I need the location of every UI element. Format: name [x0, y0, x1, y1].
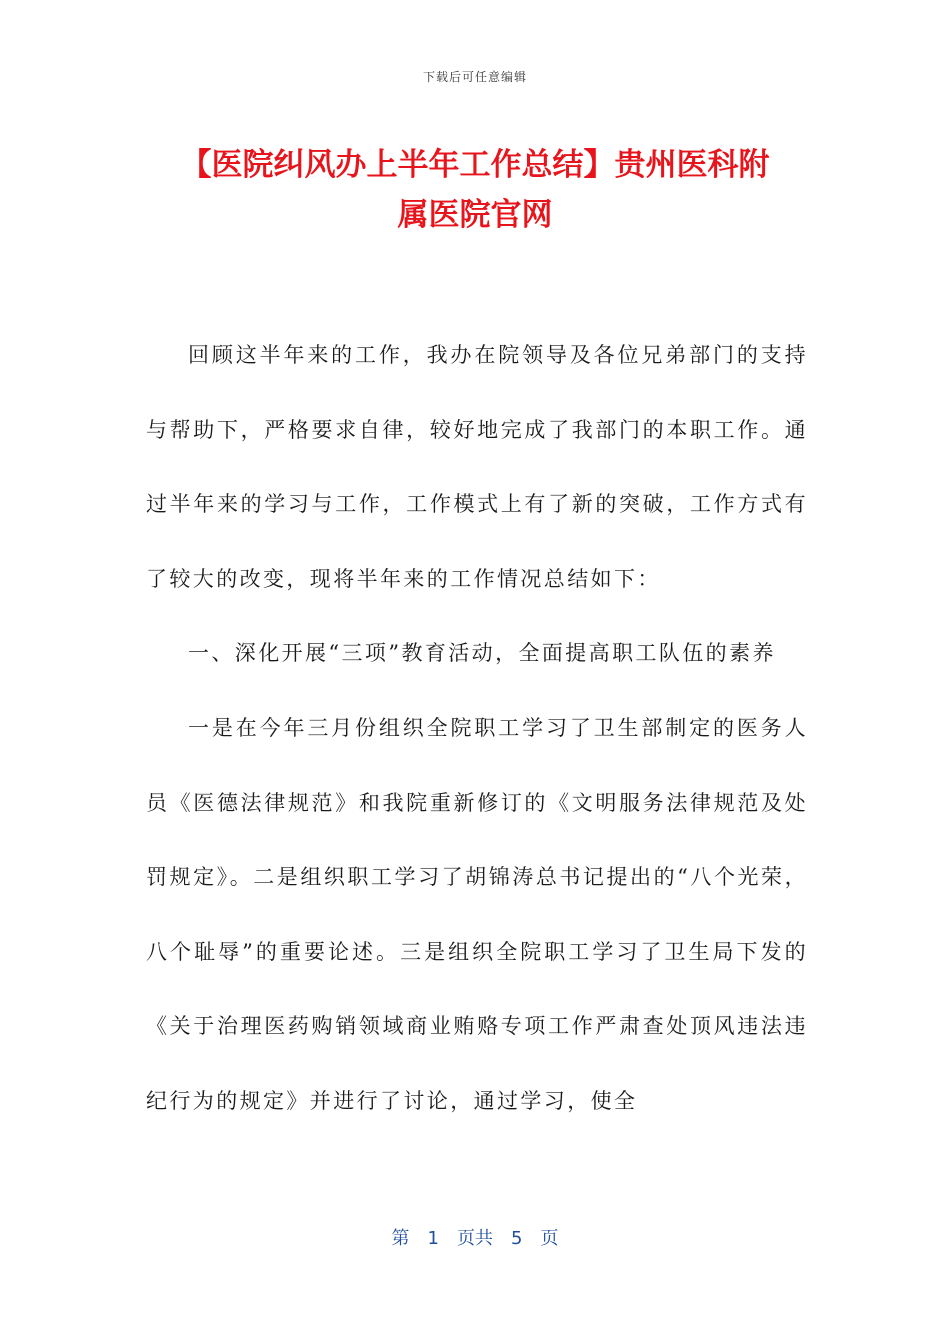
footer-suffix: 页: [540, 1228, 559, 1249]
document-title-line-1: 【医院纠风办上半年工作总结】贵州医科附: [180, 147, 770, 183]
footer-prefix: 第: [391, 1228, 410, 1249]
document-title-line-2: 属医院官网: [397, 197, 553, 233]
footer-total-pages: 5: [511, 1228, 523, 1249]
paragraph-details: 一是在今年三月份组织全院职工学习了卫生部制定的医务人员《医德法律规范》和我院重新修订的《文明服务法律规范及处罚规定》。二是组织职工学习了胡锦涛总书记提出的“八个光荣，八个耻辱”的重要论述。三是组织全院职工学习了卫生局下发的《关于治理医药购销领域商业贿赂专项工作严肃查处顶风违法违纪行为的规定》并进行了讨论，通过学习，使全: [146, 715, 808, 1113]
document-title: [120, 140, 830, 240]
paragraph-section-heading: 一、深化开展“三项”教育活动，全面提高职工队伍的素养: [188, 641, 776, 666]
page-footer: [0, 1224, 950, 1250]
paragraph-intro: 回顾这半年来的工作，我办在院领导及各位兄弟部门的支持与帮助下，严格要求自律，较好地完成了我部门的本职工作。通过半年来的学习与工作，工作模式上有了新的突破，工作方式有了较大的改变，现将半年来的工作情况总结如下：: [146, 343, 808, 591]
footer-current-page: 1: [427, 1228, 439, 1249]
document-body: [146, 318, 808, 1139]
header-note: 下载后可任意编辑: [422, 70, 527, 84]
footer-mid: 页共: [457, 1228, 493, 1249]
